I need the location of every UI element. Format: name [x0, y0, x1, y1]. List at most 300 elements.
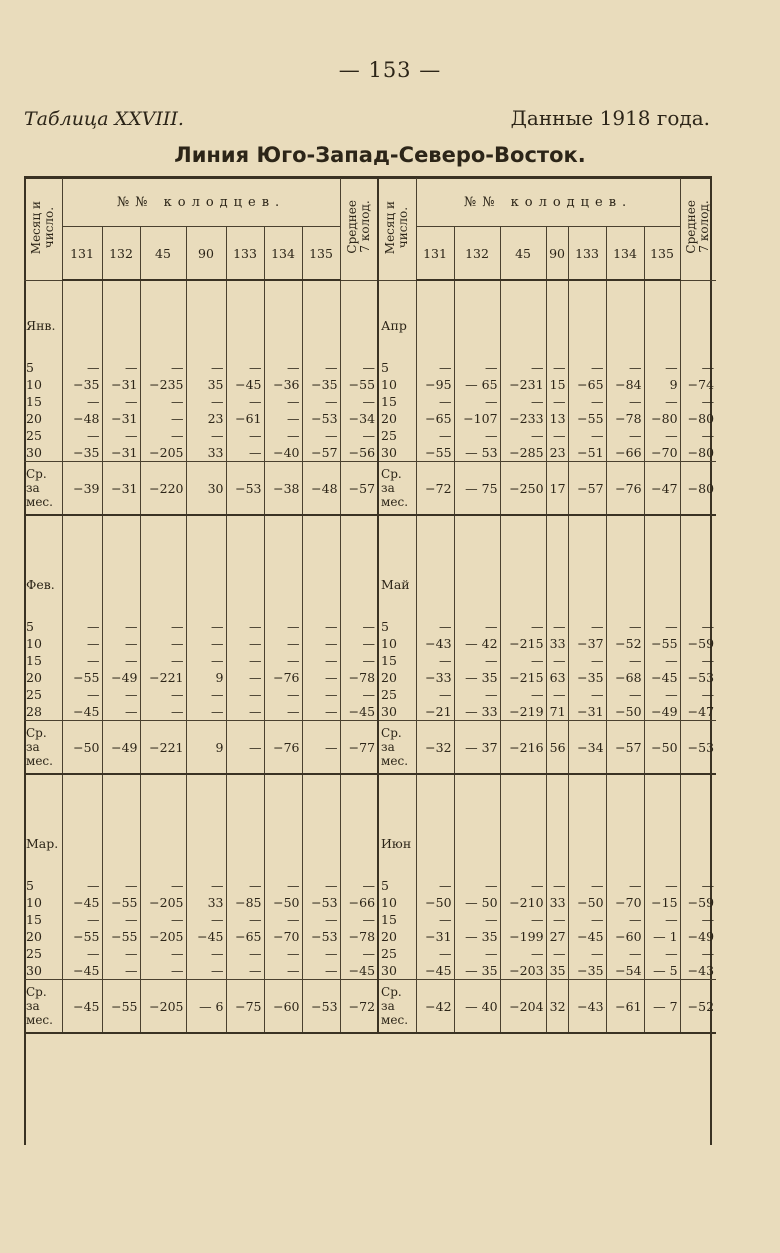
- empty-cell: [226, 339, 264, 359]
- empty-cell: [606, 339, 644, 359]
- value-cell: −66: [340, 894, 378, 911]
- value-cell: —: [102, 945, 140, 962]
- value-cell: −37: [568, 635, 606, 652]
- empty-cell: [644, 339, 680, 359]
- avg-label: Ср. за мес.: [24, 462, 62, 516]
- value-cell: —: [568, 652, 606, 669]
- value-cell: —: [302, 359, 340, 376]
- value-cell: —: [644, 652, 680, 669]
- value-cell: —: [680, 618, 716, 635]
- day-cell: 20: [26, 929, 42, 944]
- empty-cell: [264, 774, 302, 799]
- value-cell: — 5: [644, 962, 680, 980]
- empty-cell: [226, 857, 264, 877]
- value-cell: −60: [606, 928, 644, 945]
- value-cell: −31: [102, 444, 140, 462]
- month-label: Апр: [378, 280, 416, 339]
- value-cell: —: [416, 877, 454, 894]
- value-cell: —: [546, 393, 568, 410]
- value-cell: —: [226, 945, 264, 962]
- value-cell: —: [302, 427, 340, 444]
- empty-cell: [102, 280, 140, 339]
- value-cell: —: [644, 686, 680, 703]
- value-cell: —: [568, 945, 606, 962]
- empty-cell: [416, 515, 454, 540]
- empty-cell: [546, 598, 568, 618]
- avg-value-cell: −52: [680, 980, 716, 1034]
- empty-cell: [644, 857, 680, 877]
- value-cell: —: [186, 686, 226, 703]
- value-cell: −219: [500, 703, 546, 721]
- value-cell: −59: [680, 635, 716, 652]
- empty-cell: [500, 799, 546, 857]
- avg-value-cell: −50: [644, 721, 680, 775]
- empty-cell: [62, 515, 102, 540]
- empty-cell: [264, 280, 302, 339]
- value-cell: −55: [62, 928, 102, 945]
- empty-cell: [186, 598, 226, 618]
- value-cell: —: [568, 427, 606, 444]
- value-cell: —: [140, 945, 186, 962]
- value-cell: 71: [546, 703, 568, 721]
- value-cell: —: [302, 669, 340, 686]
- value-cell: —: [454, 652, 500, 669]
- value-cell: −45: [62, 703, 102, 721]
- value-cell: 35: [186, 376, 226, 393]
- table-row: [24, 911, 716, 928]
- table-row: [24, 928, 716, 945]
- empty-cell: [62, 540, 102, 598]
- empty-cell: [140, 774, 186, 799]
- value-cell: −55: [102, 928, 140, 945]
- empty-cell: [102, 799, 140, 857]
- well-header: 132: [454, 227, 500, 281]
- value-cell: −78: [606, 410, 644, 427]
- value-cell: —: [680, 652, 716, 669]
- avg-value-cell: −220: [140, 462, 186, 516]
- month-label: Июн: [378, 799, 416, 857]
- value-cell: —: [140, 359, 186, 376]
- value-cell: −35: [62, 444, 102, 462]
- avg-value-cell: −250: [500, 462, 546, 516]
- value-cell: −48: [62, 410, 102, 427]
- value-cell: −49: [102, 669, 140, 686]
- value-cell: 33: [186, 894, 226, 911]
- value-cell: −55: [568, 410, 606, 427]
- value-cell: −35: [302, 376, 340, 393]
- value-cell: —: [186, 635, 226, 652]
- value-cell: —: [454, 945, 500, 962]
- value-cell: — 35: [454, 669, 500, 686]
- empty-cell: [606, 598, 644, 618]
- value-cell: −45: [340, 962, 378, 980]
- value-cell: 15: [546, 376, 568, 393]
- data-year: Данные 1918 года.: [510, 106, 710, 130]
- month-label: [24, 339, 62, 359]
- empty-cell: [568, 799, 606, 857]
- value-cell: —: [62, 618, 102, 635]
- value-cell: —: [302, 962, 340, 980]
- value-cell: —: [302, 635, 340, 652]
- empty-cell: [264, 339, 302, 359]
- avg-value-cell: −76: [264, 721, 302, 775]
- value-cell: —: [454, 911, 500, 928]
- page-number: — 153 —: [338, 58, 442, 82]
- day-cell: 5: [26, 360, 34, 375]
- value-cell: —: [568, 618, 606, 635]
- value-cell: −59: [680, 894, 716, 911]
- avg-value-cell: — 75: [454, 462, 500, 516]
- value-cell: —: [500, 652, 546, 669]
- value-cell: —: [140, 911, 186, 928]
- value-cell: —: [606, 618, 644, 635]
- value-cell: —: [644, 911, 680, 928]
- day-cell: 10: [378, 376, 416, 393]
- empty-cell: [264, 598, 302, 618]
- avg-value-cell: — 40: [454, 980, 500, 1034]
- value-cell: —: [454, 359, 500, 376]
- blank-row: [24, 598, 716, 618]
- empty-cell: [186, 774, 226, 799]
- empty-cell: [644, 799, 680, 857]
- value-cell: 33: [546, 635, 568, 652]
- value-cell: −55: [102, 894, 140, 911]
- mean-header-left: Среднее 7 колод.: [340, 178, 378, 280]
- avg-value-cell: −57: [606, 721, 644, 775]
- value-cell: −36: [264, 376, 302, 393]
- empty-cell: [62, 799, 102, 857]
- avg-value-cell: −53: [226, 462, 264, 516]
- day-cell: 20: [26, 411, 42, 426]
- day-cell: 10: [378, 894, 416, 911]
- value-cell: −53: [302, 928, 340, 945]
- empty-cell: [302, 598, 340, 618]
- value-cell: —: [606, 686, 644, 703]
- value-cell: —: [102, 962, 140, 980]
- value-cell: —: [226, 444, 264, 462]
- empty-cell: [606, 799, 644, 857]
- value-cell: —: [680, 911, 716, 928]
- empty-cell: [186, 540, 226, 598]
- month-label: Май: [378, 540, 416, 598]
- value-cell: −45: [62, 894, 102, 911]
- empty-cell: [568, 598, 606, 618]
- empty-cell: [62, 598, 102, 618]
- empty-cell: [62, 339, 102, 359]
- empty-cell: [340, 339, 378, 359]
- value-cell: —: [302, 686, 340, 703]
- empty-cell: [644, 280, 680, 339]
- value-cell: —: [644, 393, 680, 410]
- value-cell: —: [140, 618, 186, 635]
- value-cell: —: [500, 945, 546, 962]
- value-cell: −50: [606, 703, 644, 721]
- avg-value-cell: −45: [62, 980, 102, 1034]
- value-cell: −34: [340, 410, 378, 427]
- value-cell: −285: [500, 444, 546, 462]
- value-cell: —: [416, 911, 454, 928]
- value-cell: —: [500, 393, 546, 410]
- value-cell: −78: [340, 669, 378, 686]
- value-cell: —: [186, 427, 226, 444]
- avg-label: Ср. за мес.: [24, 980, 62, 1034]
- month-row: [24, 799, 716, 857]
- value-cell: −15: [644, 894, 680, 911]
- day-cell: 15: [26, 653, 42, 668]
- value-cell: −233: [500, 410, 546, 427]
- value-cell: —: [680, 359, 716, 376]
- value-cell: −65: [416, 410, 454, 427]
- value-cell: —: [226, 911, 264, 928]
- empty-cell: [500, 540, 546, 598]
- empty-cell: [644, 540, 680, 598]
- value-cell: —: [226, 635, 264, 652]
- table-row: [24, 427, 716, 444]
- empty-cell: [568, 540, 606, 598]
- value-cell: —: [140, 652, 186, 669]
- empty-cell: [416, 774, 454, 799]
- value-cell: −35: [568, 962, 606, 980]
- avg-value-cell: −72: [416, 462, 454, 516]
- empty-cell: [140, 339, 186, 359]
- value-cell: —: [606, 652, 644, 669]
- avg-value-cell: —: [226, 721, 264, 775]
- value-cell: —: [340, 652, 378, 669]
- avg-value-cell: −53: [302, 980, 340, 1034]
- day-cell: 25: [26, 946, 42, 961]
- empty-cell: [186, 280, 226, 339]
- value-cell: −35: [62, 376, 102, 393]
- blank-row: [24, 339, 716, 359]
- empty-cell: [454, 598, 500, 618]
- value-cell: —: [302, 703, 340, 721]
- avg-value-cell: −48: [302, 462, 340, 516]
- value-cell: —: [500, 877, 546, 894]
- value-cell: 33: [186, 444, 226, 462]
- value-cell: —: [226, 686, 264, 703]
- value-cell: −57: [302, 444, 340, 462]
- value-cell: −55: [416, 444, 454, 462]
- empty-cell: [102, 515, 140, 540]
- value-cell: —: [340, 359, 378, 376]
- empty-cell: [416, 540, 454, 598]
- month-label: [24, 515, 62, 540]
- empty-cell: [546, 540, 568, 598]
- empty-cell: [500, 280, 546, 339]
- empty-cell: [264, 799, 302, 857]
- empty-cell: [680, 774, 716, 799]
- value-cell: 23: [186, 410, 226, 427]
- empty-cell: [102, 339, 140, 359]
- day-cell: 15: [26, 394, 42, 409]
- block-spacer: [24, 515, 716, 540]
- value-cell: —: [546, 686, 568, 703]
- value-cell: —: [644, 618, 680, 635]
- avg-value-cell: −47: [644, 462, 680, 516]
- value-cell: −215: [500, 669, 546, 686]
- month-label: [24, 857, 62, 877]
- value-cell: −80: [680, 410, 716, 427]
- avg-value-cell: −216: [500, 721, 546, 775]
- empty-cell: [340, 774, 378, 799]
- avg-value-cell: — 37: [454, 721, 500, 775]
- avg-value-cell: −43: [568, 980, 606, 1034]
- empty-cell: [644, 774, 680, 799]
- empty-cell: [264, 540, 302, 598]
- empty-cell: [140, 598, 186, 618]
- avg-label: Ср. за мес.: [378, 980, 416, 1034]
- value-cell: −52: [606, 635, 644, 652]
- value-cell: −205: [140, 894, 186, 911]
- value-cell: −95: [416, 376, 454, 393]
- empty-cell: [62, 774, 102, 799]
- value-cell: —: [102, 427, 140, 444]
- value-cell: —: [340, 635, 378, 652]
- value-cell: —: [680, 427, 716, 444]
- wells-header-right: №№ колодцев.: [416, 178, 680, 227]
- avg-value-cell: —: [302, 721, 340, 775]
- value-cell: −70: [644, 444, 680, 462]
- empty-cell: [140, 857, 186, 877]
- avg-value-cell: −42: [416, 980, 454, 1034]
- empty-cell: [102, 857, 140, 877]
- value-cell: —: [264, 911, 302, 928]
- value-cell: −65: [568, 376, 606, 393]
- empty-cell: [340, 540, 378, 598]
- avg-value-cell: 9: [186, 721, 226, 775]
- value-cell: —: [102, 618, 140, 635]
- well-header: 45: [140, 227, 186, 281]
- day-cell: 30: [378, 444, 416, 462]
- value-cell: —: [302, 652, 340, 669]
- value-cell: —: [454, 686, 500, 703]
- value-cell: —: [264, 962, 302, 980]
- value-cell: — 50: [454, 894, 500, 911]
- value-cell: —: [606, 945, 644, 962]
- value-cell: —: [264, 703, 302, 721]
- value-cell: −221: [140, 669, 186, 686]
- empty-cell: [302, 540, 340, 598]
- value-cell: −50: [568, 894, 606, 911]
- value-cell: —: [606, 359, 644, 376]
- value-cell: −49: [680, 928, 716, 945]
- header-row-wells: [24, 178, 716, 227]
- value-cell: —: [546, 945, 568, 962]
- empty-cell: [500, 515, 546, 540]
- day-cell: 30: [26, 445, 42, 460]
- value-cell: −107: [454, 410, 500, 427]
- well-header: 45: [500, 227, 546, 281]
- value-cell: −45: [62, 962, 102, 980]
- value-cell: — 35: [454, 962, 500, 980]
- blank-row: [24, 857, 716, 877]
- value-cell: —: [500, 911, 546, 928]
- value-cell: —: [186, 877, 226, 894]
- empty-cell: [644, 598, 680, 618]
- avg-value-cell: −57: [568, 462, 606, 516]
- empty-cell: [454, 857, 500, 877]
- value-cell: —: [226, 962, 264, 980]
- empty-cell: [546, 280, 568, 339]
- value-cell: −205: [140, 928, 186, 945]
- value-cell: —: [140, 877, 186, 894]
- value-cell: —: [226, 393, 264, 410]
- avg-value-cell: −31: [102, 462, 140, 516]
- empty-cell: [62, 280, 102, 339]
- day-cell: 5: [378, 877, 416, 894]
- avg-value-cell: — 6: [186, 980, 226, 1034]
- value-cell: — 53: [454, 444, 500, 462]
- empty-cell: [102, 598, 140, 618]
- empty-cell: [226, 598, 264, 618]
- empty-cell: [680, 799, 716, 857]
- value-cell: −231: [500, 376, 546, 393]
- value-cell: —: [606, 393, 644, 410]
- value-cell: —: [454, 877, 500, 894]
- empty-cell: [140, 540, 186, 598]
- value-cell: 23: [546, 444, 568, 462]
- value-cell: —: [340, 945, 378, 962]
- empty-cell: [500, 598, 546, 618]
- value-cell: —: [140, 427, 186, 444]
- empty-cell: [454, 774, 500, 799]
- value-cell: —: [62, 635, 102, 652]
- empty-cell: [644, 515, 680, 540]
- value-cell: —: [140, 703, 186, 721]
- month-label: [24, 598, 62, 618]
- empty-cell: [680, 857, 716, 877]
- table-row: [24, 703, 716, 721]
- value-cell: 33: [546, 894, 568, 911]
- value-cell: —: [62, 911, 102, 928]
- value-cell: —: [680, 877, 716, 894]
- empty-cell: [302, 515, 340, 540]
- well-header: 90: [546, 227, 568, 281]
- avg-value-cell: −38: [264, 462, 302, 516]
- value-cell: —: [644, 945, 680, 962]
- value-cell: —: [226, 652, 264, 669]
- table-row: [24, 669, 716, 686]
- value-cell: —: [546, 652, 568, 669]
- day-cell: 30: [378, 703, 416, 721]
- value-cell: −53: [302, 410, 340, 427]
- value-cell: —: [416, 359, 454, 376]
- empty-cell: [186, 857, 226, 877]
- value-cell: — 65: [454, 376, 500, 393]
- table-label: Таблица XXVIII.: [24, 108, 184, 130]
- empty-cell: [680, 515, 716, 540]
- value-cell: —: [186, 945, 226, 962]
- day-cell: 10: [378, 635, 416, 652]
- value-cell: —: [302, 877, 340, 894]
- empty-cell: [186, 799, 226, 857]
- empty-cell: [416, 799, 454, 857]
- value-cell: −205: [140, 444, 186, 462]
- empty-cell: [186, 339, 226, 359]
- value-cell: −65: [226, 928, 264, 945]
- value-cell: −35: [568, 669, 606, 686]
- avg-value-cell: −75: [226, 980, 264, 1034]
- empty-cell: [606, 774, 644, 799]
- value-cell: —: [186, 359, 226, 376]
- value-cell: —: [568, 393, 606, 410]
- table-row: [24, 877, 716, 894]
- month-label: Янв.: [26, 318, 56, 333]
- empty-cell: [140, 799, 186, 857]
- empty-cell: [302, 774, 340, 799]
- month-label: [378, 774, 416, 799]
- value-cell: —: [186, 703, 226, 721]
